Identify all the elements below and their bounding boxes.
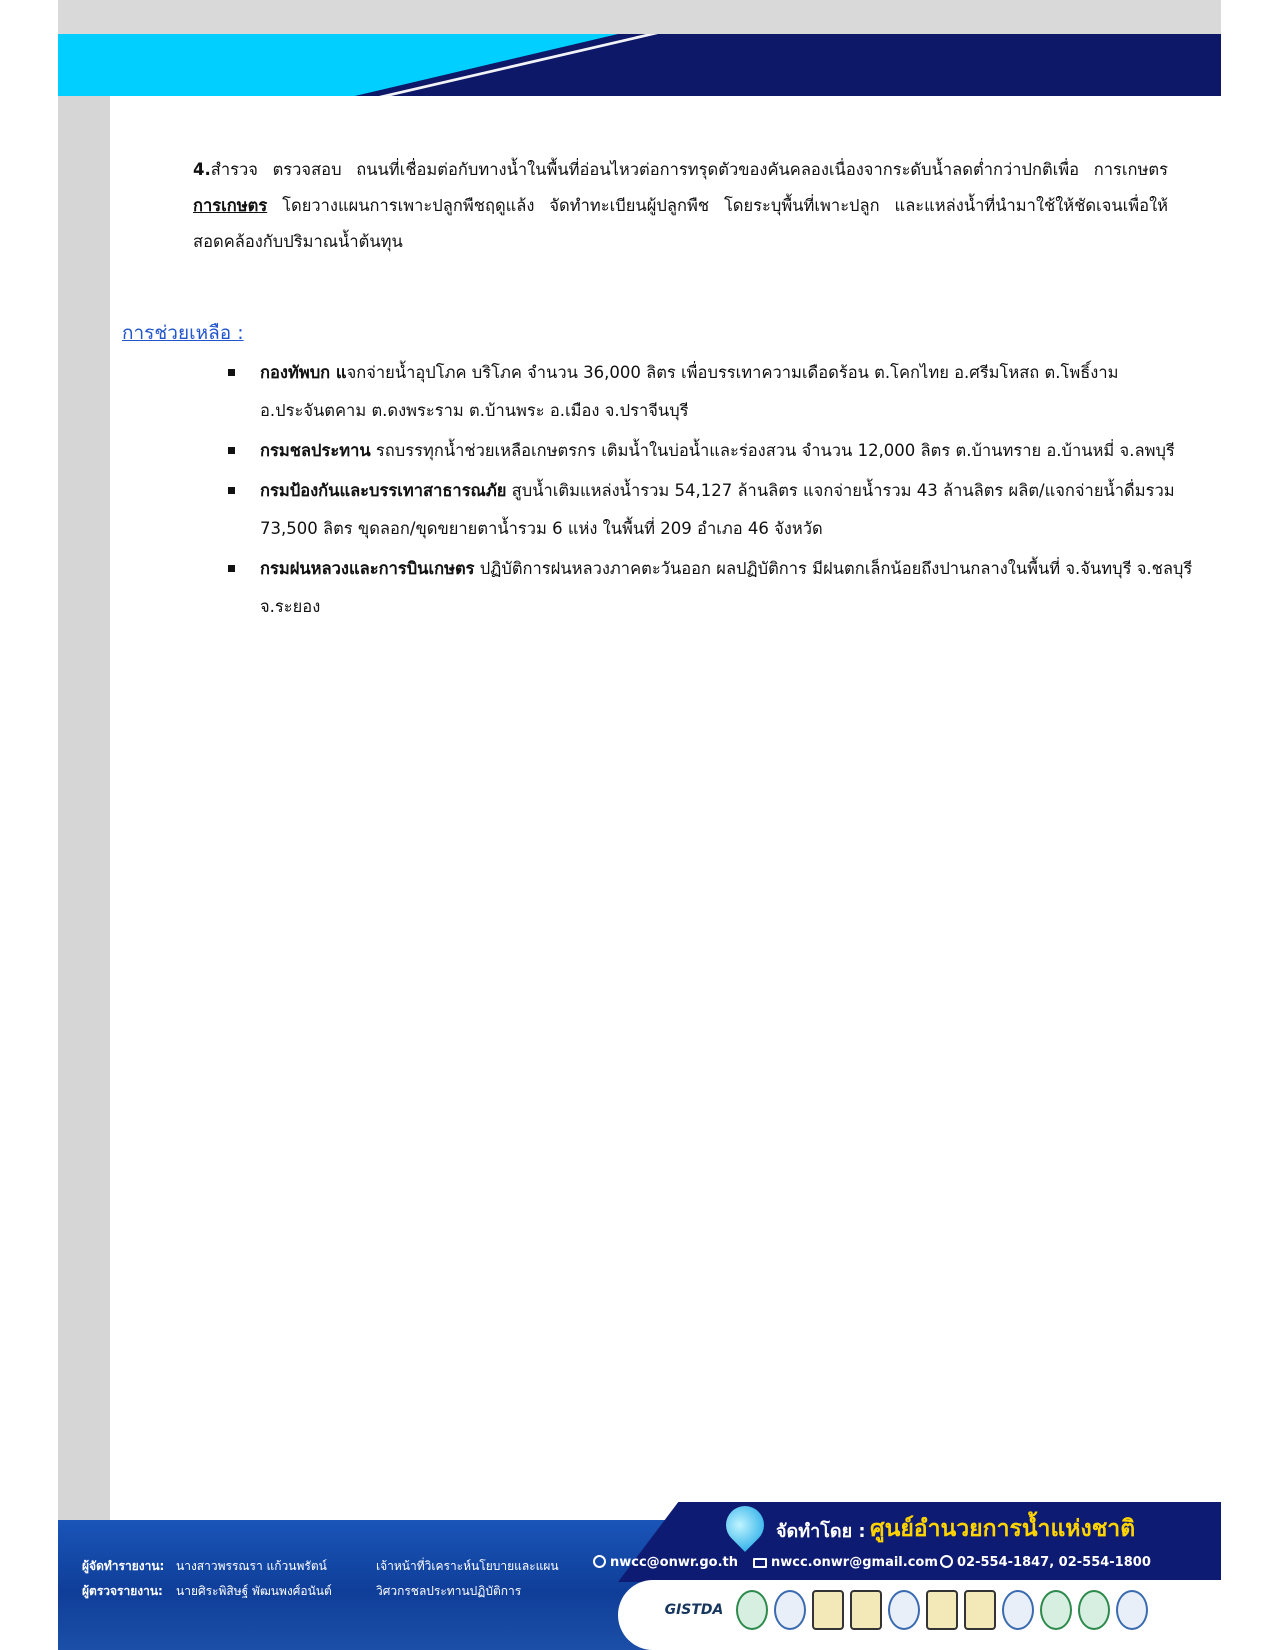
checked-by-role: วิศวกรชลประทานปฏิบัติการ	[376, 1584, 522, 1598]
list-item	[228, 354, 1213, 430]
leaf-logo-icon	[736, 1590, 768, 1630]
top-gray-strip	[58, 0, 1221, 34]
arch-logo-icon	[774, 1590, 806, 1630]
document-page	[58, 0, 1221, 1650]
agency-name: กรมชลประทาน	[260, 441, 371, 460]
phone-contact[interactable]: 02-554-1847, 02-554-1800	[940, 1555, 1151, 1570]
assistance-heading: การช่วยเหลือ :	[122, 322, 244, 344]
mail-icon	[753, 1558, 767, 1568]
partner-logos	[658, 1590, 1148, 1630]
bullet-icon	[228, 565, 235, 572]
website-contact[interactable]: nwcc@onwr.go.th	[593, 1555, 738, 1570]
made-by-label: จัดทำโดย :	[776, 1521, 866, 1542]
emblem-logo-icon	[926, 1590, 958, 1630]
forest-seal-logo-icon	[1040, 1590, 1072, 1630]
list-item	[228, 472, 1213, 548]
gistda-logo: GISTDA	[664, 1602, 724, 1618]
agency-name: กรมฝนหลวงและการบินเกษตร	[260, 559, 475, 578]
list-item	[228, 432, 1213, 470]
circle-seal-logo-icon	[1116, 1590, 1148, 1630]
agency-detail: รถบรรทุกน้ำช่วยเหลือเกษตรกร เติมน้ำในบ่อน้ำและร่องสวน จำนวน 12,000 ลิตร ต.บ้านทราย อ.บ้านหมี่ จ.ลพบุรี	[370, 441, 1175, 460]
agency-detail: สูบน้ำเติมแหล่งน้ำรวม 54,127 ล้านลิตร แจกจ่ายน้ำรวม 43 ล้านลิตร ผลิต/แจกจ่ายน้ำดื่มรวม 73,500 ลิตร ขุดลอก/ขุดขยายตาน้ำรวม 6 แห่ง ในพื้นที่ 209 อำเภอ 46 จังหวัด	[260, 481, 1175, 538]
prepared-by-role: เจ้าหน้าที่วิเคราะห์นโยบายและแผน	[376, 1559, 559, 1573]
intro-line2: โดยวางแผนการเพาะปลูกพืชฤดูแล้ง จัดทำทะเบียนผู้ปลูกพืช โดยระบุพื้นที่เพาะปลูก และแหล่งน้ำที่นำมาใช้ให้ชัดเจนเพื่อให้สอดคล้องกับปริมาณน้ำต้นทุน	[193, 196, 1168, 251]
checked-by-label: ผู้ตรวจรายงาน:	[82, 1584, 163, 1598]
bullet-icon	[228, 447, 235, 454]
water-seal-logo-icon	[1078, 1590, 1110, 1630]
crest-logo-icon	[850, 1590, 882, 1630]
intro-number: 4.	[193, 160, 211, 179]
list-item	[228, 550, 1213, 626]
shield-logo-icon	[812, 1590, 844, 1630]
intro-line1: สำรวจ ตรวจสอบ ถนนที่เชื่อมต่อกับทางน้ำในพื้นที่อ่อนไหวต่อการทรุดตัวของคันคลองเนื่องจากระดับน้ำลดต่ำกว่าปกติเพื่อ การเกษตร	[210, 160, 1168, 179]
garuda-logo-icon	[964, 1590, 996, 1630]
globe-icon	[593, 1555, 606, 1568]
org-name: ศูนย์อำนวยการน้ำแห่งชาติ	[870, 1516, 1136, 1542]
intro-topic: การเกษตร	[193, 196, 268, 215]
assistance-list	[228, 354, 1213, 628]
left-gray-sidebar	[58, 96, 110, 1520]
intro-paragraph	[193, 152, 1168, 260]
footer	[58, 1516, 1221, 1650]
bullet-icon	[228, 487, 235, 494]
agency-detail: จกจ่ายน้ำอุปโภค บริโภค จำนวน 36,000 ลิตร เพื่อบรรเทาความเดือดร้อน ต.โคกไทย อ.ศรีมโหสถ ต.โพธิ์งาม อ.ประจันตคาม ต.ดงพระราม ต.บ้านพระ อ.เมือง จ.ปราจีนบุรี	[260, 363, 1119, 420]
checked-by-name: นายศิระพิสิษฐ์ พัฒนพงศ์อนันต์	[176, 1584, 332, 1598]
agency-detail: ปฏิบัติการฝนหลวงภาคตะวันออก ผลปฏิบัติการ มีฝนตกเล็กน้อยถึงปานกลางในพื้นที่ จ.จันทบุรี จ.ชลบุรี จ.ระยอง	[260, 559, 1193, 616]
agency-name: กรมป้องกันและบรรเทาสาธารณภัย	[260, 481, 507, 500]
email-contact[interactable]: nwcc.onwr@gmail.com	[753, 1555, 938, 1570]
phone-icon	[940, 1555, 953, 1568]
badge-logo-icon	[888, 1590, 920, 1630]
bullet-icon	[228, 369, 235, 376]
partner-logo-strip	[618, 1580, 1221, 1650]
prepared-by-label: ผู้จัดทำรายงาน:	[82, 1559, 165, 1573]
agency-name: กองทัพบก แ	[260, 363, 347, 382]
prepared-by-name: นางสาวพรรณรา แก้วนพรัตน์	[176, 1559, 327, 1573]
seal-logo-icon	[1002, 1590, 1034, 1630]
